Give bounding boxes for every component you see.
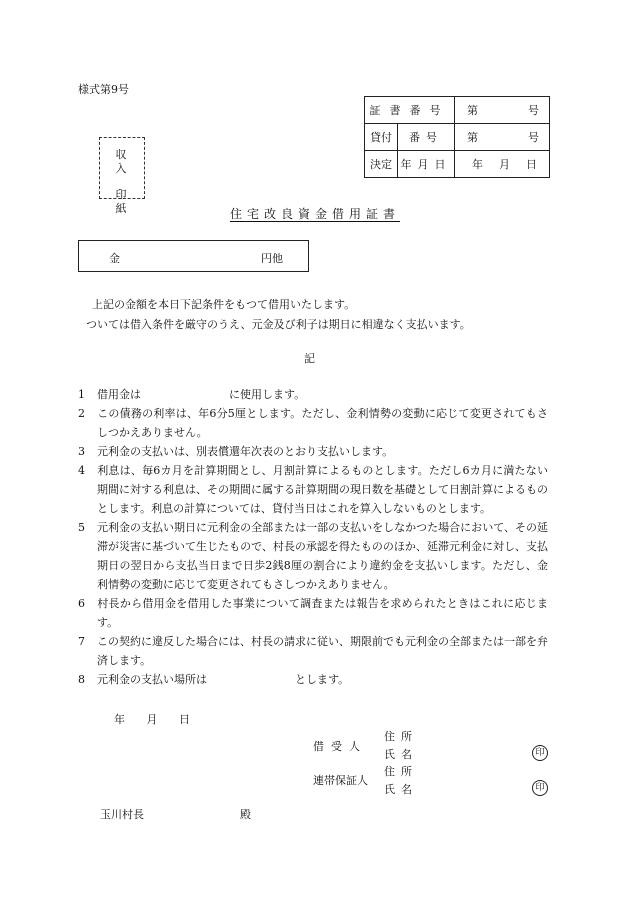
term-item: [78, 632, 548, 670]
cert-number-value-cell: [455, 97, 550, 124]
intro-text: [78, 295, 471, 335]
decision-date-label: 年月日: [400, 158, 452, 171]
term-text: 利息は、毎6カ月を計算期間とし、月割計算によるものとします。ただし6カ月に満たない期間に対する利息は、その期間に属する計算期間の現日数を基礎として日割計算によるものとします。利息の計算については、貸付当日はこれを算入しないものとします。: [97, 464, 548, 515]
term-item: [78, 461, 548, 518]
term-item: [78, 670, 548, 689]
borrower-seal-mark: 印: [532, 745, 548, 761]
form-number: 様式第9号: [78, 83, 129, 96]
intro-line-1: 上記の金額を本日下記条件をもつて借用いたします。: [92, 298, 356, 311]
loan-number-prefix: 第: [467, 131, 478, 144]
borrower-role: 借受人: [313, 740, 367, 753]
decision-date-label-cell: [398, 151, 455, 178]
amount-kin: 金: [109, 252, 120, 265]
document-title: 住宅改良資金借用証書: [230, 207, 401, 221]
term-item: [78, 442, 548, 461]
loan-group-label-b: 決定: [365, 151, 398, 178]
term-text: 元利金の支払い場所は とします。: [97, 673, 350, 686]
terms-list: [78, 385, 548, 689]
decision-day: 日: [526, 158, 537, 171]
guarantor-name-label: 氏名: [384, 783, 418, 796]
certificate-number-table: [364, 96, 550, 178]
addressee-honorific: 殿: [240, 808, 251, 821]
term-item: [78, 518, 548, 594]
term-text: 借用金は に使用します。: [97, 388, 306, 401]
loan-number-label-cell: [398, 124, 455, 151]
amount-yen: 円他: [261, 252, 283, 265]
term-number: 4: [78, 464, 85, 477]
guarantor-seal-mark: 印: [532, 780, 548, 796]
decision-year: 年: [472, 158, 483, 171]
term-number: 2: [78, 407, 85, 420]
decision-date-value-cell: [455, 151, 550, 178]
term-number: 1: [78, 388, 85, 401]
term-text: 元利金の支払いは、別表償還年次表のとおり支払いします。: [97, 445, 394, 458]
term-number: 7: [78, 635, 85, 648]
cert-number-suffix: 号: [528, 104, 539, 117]
loan-number-value-cell: [455, 124, 550, 151]
ki-heading: 記: [304, 352, 315, 365]
borrower-address-label: 住所: [384, 730, 418, 743]
amount-box: [78, 240, 309, 272]
term-text: この債務の利率は、年6分5厘とします。ただし、金利情勢の変動に応じて変更されてもさしつかえありません。: [97, 407, 548, 439]
cert-number-label-cell: [365, 97, 455, 124]
signing-date: 年 月 日: [114, 713, 190, 726]
term-number: 8: [78, 673, 85, 686]
guarantor-address-label: 住所: [384, 765, 418, 778]
term-item: [78, 594, 548, 632]
loan-group-label-a: 貸付: [365, 124, 398, 151]
term-number: 5: [78, 521, 85, 534]
term-number: 6: [78, 597, 85, 610]
cert-number-label: 証書番号: [369, 104, 450, 117]
stamp-line-2: 印紙: [115, 188, 137, 215]
addressee-mayor: 玉川村長: [100, 808, 144, 821]
borrower-name-label: 氏名: [384, 748, 418, 761]
loan-number-suffix: 号: [528, 131, 539, 144]
revenue-stamp-box: [99, 137, 145, 215]
decision-month: 月: [499, 158, 510, 171]
cert-number-prefix: 第: [467, 104, 478, 117]
term-number: 3: [78, 445, 85, 458]
stamp-line-1: 収入: [115, 148, 137, 175]
guarantor-role: 連帯保証人: [313, 774, 368, 787]
term-text: この契約に違反した場合には、村長の請求に従い、期限前でも元利金の全部または一部を弁済します。: [97, 635, 548, 667]
term-text: 元利金の支払い期日に元利金の全部または一部の支払いをしなかつた場合において、その延滞が災害に基づいて生じたもので、村長の承認を得たもののほか、延滞元利金に対し、支払期日の翌日から支払当日まで日歩2銭8厘の割合により違約金を支払いします。ただし、金利情勢の変動に応じて変更されてもさしつかえありません。: [97, 521, 548, 591]
loan-number-label: 番号: [409, 131, 443, 144]
term-text: 村長から借用金を借用した事業について調査または報告を求められたときはこれに応じます。: [97, 597, 548, 629]
term-item: [78, 385, 548, 404]
term-item: [78, 404, 548, 442]
intro-line-2: ついては借入条件を厳守のうえ、元金及び利子は期日に相違なく支払います。: [86, 318, 471, 331]
